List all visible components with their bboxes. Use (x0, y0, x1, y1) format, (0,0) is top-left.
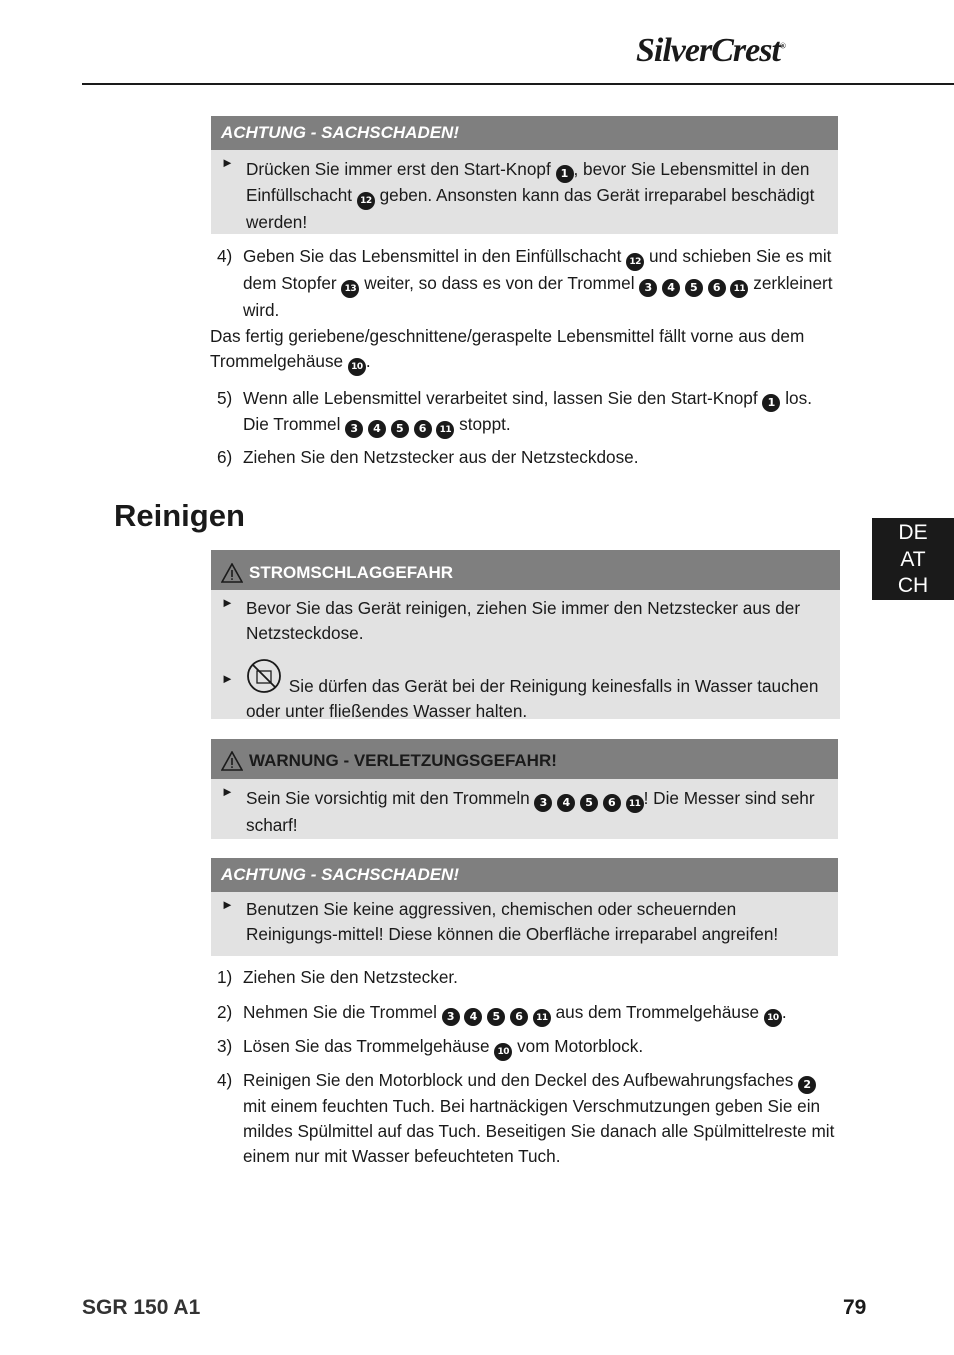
ref-5-icon: 5 (391, 420, 409, 438)
ref-13-icon: 13 (341, 280, 359, 298)
ref-12-icon: 12 (357, 192, 375, 210)
warning-item: ► Sein Sie vorsichtig mit den Trommeln 3 4 5 6 11 ! Die Messer sind sehr scharf! (221, 784, 815, 835)
caution-item: ► Benutzen Sie keine aggressiven, chemischen oder scheuernden Reinigungs-mittel! Diese können die Oberfläche irreparabel angreifen! (221, 897, 779, 944)
brand-logo: SilverCrest® (636, 32, 785, 69)
ref-11-icon: 11 (436, 421, 454, 439)
ref-4-icon: 4 (368, 420, 386, 438)
warning-triangle-icon (221, 751, 243, 771)
ref-6-icon: 6 (708, 279, 726, 297)
ref-3-icon: 3 (534, 794, 552, 812)
ref-5-icon: 5 (487, 1008, 505, 1026)
footer-model: SGR 150 A1 (82, 1296, 201, 1319)
ref-11-icon: 11 (730, 280, 748, 298)
caution-box-damage-2 (211, 858, 838, 956)
ref-11-icon: 11 (533, 1009, 551, 1027)
ref-3-icon: 3 (639, 279, 657, 297)
ref-2-icon: 2 (798, 1076, 816, 1094)
warning-box-shock (211, 550, 840, 719)
ref-1-icon: 1 (556, 165, 574, 183)
ref-6-icon: 6 (414, 420, 432, 438)
caution-item: ► Drücken Sie immer erst den Start-Knopf 1 , bevor Sie Lebensmittel in den Einfüllschacht 12 geben. Ansonsten kann das Gerät irreparabel beschädigt werden! (211, 150, 838, 235)
warning-box-injury (211, 739, 838, 839)
clean-step-2: 2) Nehmen Sie die Trommel 3 4 5 6 11 aus dem Trommelgehäuse 10 . (217, 1000, 837, 1027)
no-water-immersion-icon (246, 658, 282, 694)
ref-4-icon: 4 (557, 794, 575, 812)
ref-11-icon: 11 (626, 795, 644, 813)
ref-3-icon: 3 (345, 420, 363, 438)
clean-step-4: 4) Reinigen Sie den Motorblock und den Deckel des Aufbewahrungsfaches 2 mit einem feuchten Tuch. Bei hartnäckigen Verschmutzungen geben Sie ein mildes Spülmittel auf das Tuch. Beseitigen Sie danach alle Spülmittelreste mit einem nur mit Wasser befeuchteten Tuch. (217, 1070, 835, 1166)
ref-12-icon: 12 (626, 253, 644, 271)
warning-item-1: ► Bevor Sie das Gerät reinigen, ziehen Sie immer den Netzstecker aus der Netzsteckdose. (221, 595, 801, 643)
bullet-arrow-icon: ► (221, 155, 234, 170)
step-4: 4) Geben Sie das Lebensmittel in den Einfüllschacht 12 und schieben Sie es mit dem Stopfer 13 weiter, so dass es von der Trommel 3 4 5 6 11 zerkleinert wird. (217, 246, 833, 320)
caution-title: ACHTUNG - SACHSCHADEN! (211, 858, 838, 892)
ref-5-icon: 5 (580, 794, 598, 812)
clean-step-1: 1) Ziehen Sie den Netzstecker. (217, 967, 458, 987)
ref-1-icon: 1 (762, 394, 780, 412)
step-5: 5) Wenn alle Lebensmittel verarbeitet sind, lassen Sie den Start-Knopf 1 los. Die Trommel 3 4 5 6 11 stoppt. (217, 386, 837, 439)
ref-4-icon: 4 (662, 279, 680, 297)
caution-box-damage (211, 116, 838, 234)
paragraph-output: Das fertig geriebene/geschnittene/geraspelte Lebensmittel fällt vorne aus dem Trommelgehäuse 10 . (210, 324, 838, 376)
ref-6-icon: 6 (603, 794, 621, 812)
warning-triangle-icon (221, 563, 243, 583)
header-rule (82, 83, 954, 85)
ref-10-icon: 10 (348, 358, 366, 376)
clean-step-3: 3) Lösen Sie das Trommelgehäuse 10 vom Motorblock. (217, 1034, 837, 1061)
ref-6-icon: 6 (510, 1008, 528, 1026)
step-6: 6) Ziehen Sie den Netzstecker aus der Netzsteckdose. (217, 447, 639, 467)
caution-title: ACHTUNG - SACHSCHADEN! (211, 116, 838, 150)
ref-10-icon: 10 (494, 1043, 512, 1061)
warning-title: STROMSCHLAGGEFAHR (211, 550, 840, 590)
ref-4-icon: 4 (464, 1008, 482, 1026)
language-tab: DE AT CH (872, 518, 954, 600)
page-number: 79 (843, 1296, 867, 1319)
warning-item-2: ► Sie dürfen das Gerät bei der Reinigung keinesfalls in Wasser tauchen oder unter fließendes Wasser halten. (211, 646, 840, 724)
ref-5-icon: 5 (685, 279, 703, 297)
ref-10-icon: 10 (764, 1009, 782, 1027)
ref-3-icon: 3 (442, 1008, 460, 1026)
section-heading: Reinigen (114, 498, 245, 533)
warning-title: WARNUNG - VERLETZUNGSGEFAHR! (211, 739, 838, 779)
